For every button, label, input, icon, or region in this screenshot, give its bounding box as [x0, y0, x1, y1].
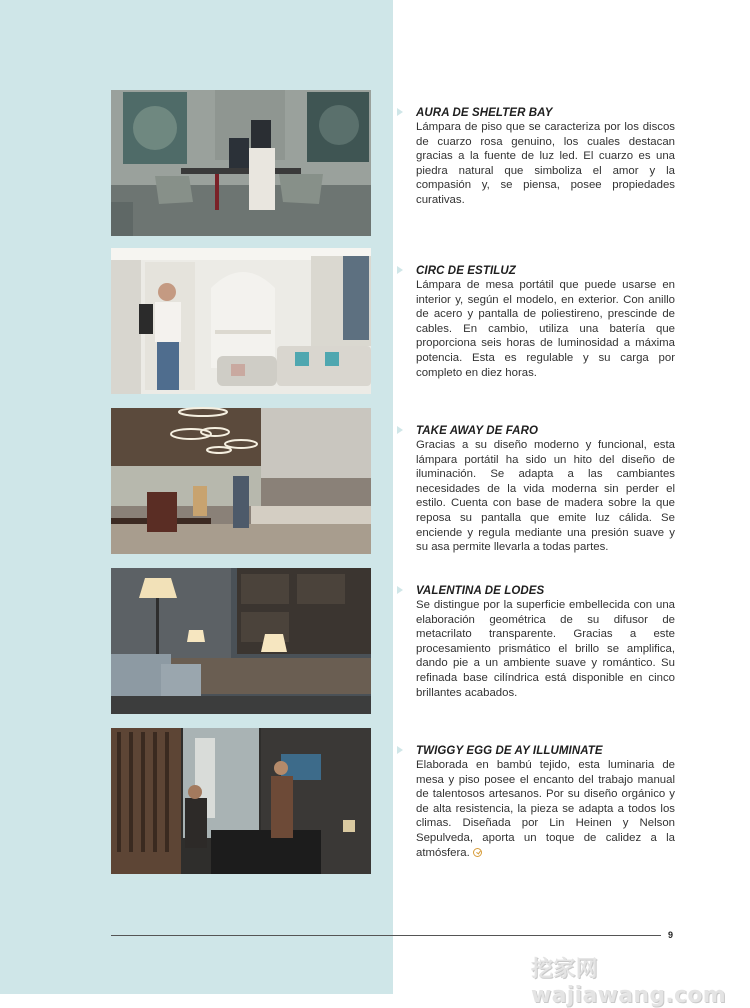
article-body	[416, 758, 675, 860]
article-take-away	[0, 408, 750, 554]
article-title: TWIGGY EGG DE AY ILLUMINATE	[416, 745, 603, 757]
photo-living-room-lions	[111, 90, 371, 236]
article-title: TAKE AWAY DE FARO	[416, 425, 539, 437]
article-twiggy-egg	[0, 728, 750, 874]
watermark-text: 挖家网 wajiawang.com	[531, 957, 727, 1008]
pointer-arrow-icon	[397, 746, 403, 754]
article-title: VALENTINA DE LODES	[416, 585, 545, 597]
article-body-text: Elaborada en bambú tejido, esta luminaria de mesa y piso posee el encanto del trabajo manual de talentosos artesanos. Por su diseño orgánico y de alta resistencia, la pieza se adapta a todos los climas. Diseñada por Lin Heinen y Nelson Sepulveda, aporta un toque de calidez a la atmósfera.	[416, 759, 675, 859]
pointer-arrow-icon	[397, 266, 403, 274]
photo-dining-lamps	[111, 568, 371, 714]
article-text	[416, 264, 675, 380]
article-text	[416, 106, 675, 208]
article-text	[416, 424, 675, 555]
article-text	[416, 744, 675, 860]
photo-hotel-reception	[111, 728, 371, 874]
article-circ	[0, 248, 750, 394]
photo-cafe-ring-lights	[111, 408, 371, 554]
article-body: Lámpara de mesa portátil que puede usarse en interior y, según el modelo, en exterior. Con anillo de acero y pantalla de poliestireno, prescinde de cables. En cambio, utiliza una batería que proporciona seis horas de luminosidad a máxima potencia. Esta es regulable y su carga por completo en diez horas.	[416, 279, 675, 379]
article-body: Lámpara de piso que se caracteriza por los discos de cuarzo rosa genuino, los cuales destacan gracias a la fuente de luz led. El cuarzo es una piedra natural que simboliza el amor y la compasión y, se piensa, posee propiedades curativas.	[416, 121, 675, 206]
article-title: AURA DE SHELTER BAY	[416, 107, 553, 119]
photo-white-lounge	[111, 248, 371, 394]
article-title: CIRC DE ESTILUZ	[416, 265, 516, 277]
page-number: 9	[668, 930, 674, 940]
article-aura	[0, 90, 750, 236]
article-body: Se distingue por la superficie embellecida con una elaboración geométrica de su difusor de metacrilato transparente. Gracias a este procesamiento prismático el brillo se amplifica, dando pie a un ambiente suave y romántico. Su refinada base cilíndrica está disponible en cinco brillantes acabados.	[416, 599, 675, 699]
footer-rule	[111, 935, 661, 936]
article-text	[416, 584, 675, 700]
article-body: Gracias a su diseño moderno y funcional, esta lámpara portátil ha sido un hito del diseño de iluminación. Se adapta a las cambiantes necesidades de la vida moderna sin perder el estilo. Cuenta con base de madera sobre la que reposa su pantalla que emite luz cálida. Se enciende y regula mediante una presión suave y su asa permite llevarla a todas partes.	[416, 439, 675, 554]
pointer-arrow-icon	[397, 108, 403, 116]
pointer-arrow-icon	[397, 426, 403, 434]
pointer-arrow-icon	[397, 586, 403, 594]
watermark	[531, 952, 745, 1008]
article-valentina	[0, 568, 750, 714]
end-of-article-icon	[473, 848, 482, 857]
